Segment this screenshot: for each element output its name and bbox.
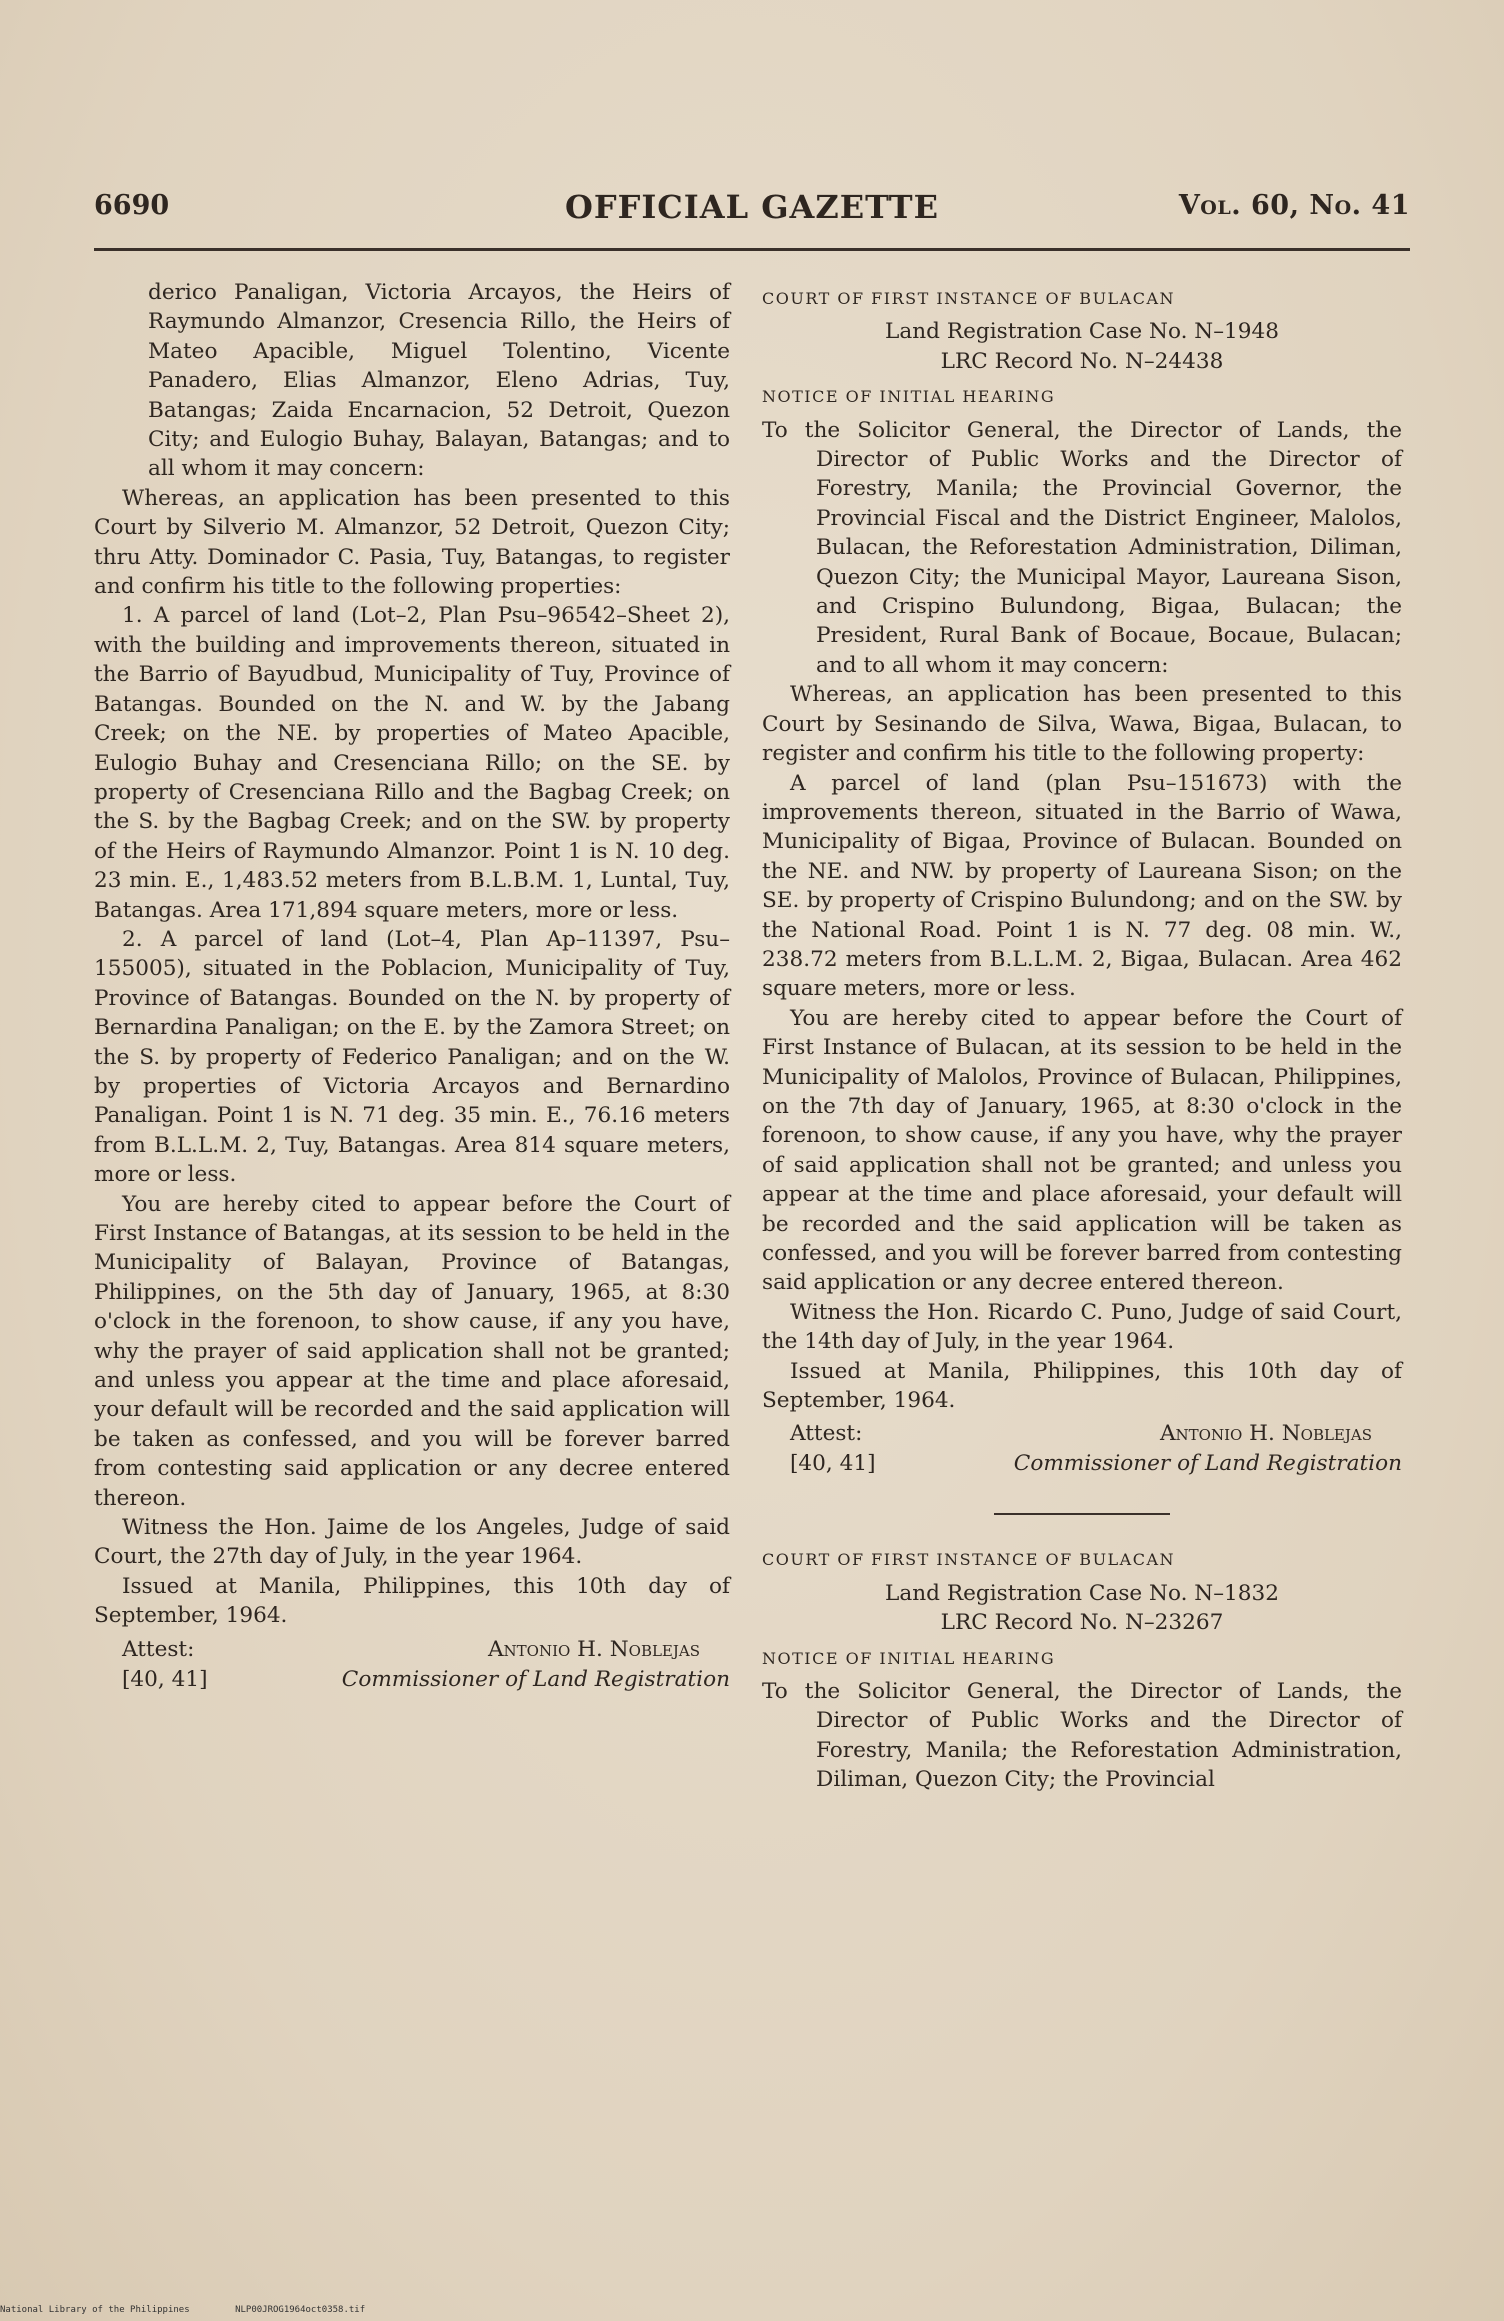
signatory-name: Antonio H. Noblejas — [487, 1636, 700, 1662]
court-heading: COURT OF FIRST INSTANCE OF BULACAN — [762, 1550, 1176, 1570]
notice-heading: NOTICE OF INITIAL HEARING — [762, 387, 1056, 407]
paragraph-parcel: A parcel of land (plan Psu–151673) with the improvements thereon, situated in the Barrio of Wawa, Municipality of Bigaa, Province of Bulacan. Bounded on the NE. and NW. by property of Laureana Sison; on the SE. by property of Crispino Bulundong; and on the SW. by the National Road. Point 1 is N. 77 deg. 08 min. W., 238.72 meters from B.L.L.M. 2, Bigaa, Bulacan. Area 462 square meters, more or less. — [762, 770, 1402, 1002]
issue-reference: [40, 41] — [122, 1666, 208, 1692]
notice-addressees: To the Solicitor General, the Director of Lands, the Director of Public Works and the Director of Forestry, Manila; the Provincial Governor, the Provincial Fiscal and the District Engineer, Malolos, Bulacan, the Reforestation Administration, Diliman, Quezon City; the Municipal Mayor, Laureana Sison, and Crispino Bulundong, Bigaa, Bulacan; the President, Rural Bank of Bocaue, Bocaue, Bulacan; and to all whom it may concern: — [762, 417, 1402, 678]
issue-reference: [40, 41] — [790, 1451, 876, 1477]
paragraph-citation: You are hereby cited to appear before the Court of First Instance of Batangas, at its session to be held in the Municipality of Balayan, Province of Batangas, Philippines, on the 5th day of January, 1965, at 8:30 o'clock in the forenoon, to show cause, if any you have, why the prayer of said application shall not be granted; and unless you appear at the time and place aforesaid, your default will be recorded and the said application will be taken as confessed, and you will be forever barred from contesting said application or any decree entered thereon. — [94, 1191, 730, 1511]
notice-addressees: To the Solicitor General, the Director of Lands, the Director of Public Works and the Director of Forestry, Manila; the Reforestation Administration, Diliman, Quezon City; the Provincial — [762, 1679, 1402, 1793]
library-credit: National Library of the Philippines — [0, 2305, 190, 2315]
left-column — [94, 278, 730, 1695]
paragraph-citation: You are hereby cited to appear before the Court of First Instance of Bulacan, at its session to be held in the Municipality of Malolos, Province of Bulacan, Philippines, on the 7th day of January, 1965, at 8:30 o'clock in the forenoon, to show cause, if any you have, why the prayer of said application shall not be granted; and unless you appear at the time and place aforesaid, your default will be recorded and the said application will be taken as confessed, and you will be forever barred from contesting said application or any decree entered thereon. — [762, 1005, 1402, 1296]
header-rule — [94, 248, 1410, 251]
paragraph-issued: Issued at Manila, Philippines, this 10th day of September, 1964. — [94, 1573, 730, 1629]
paragraph-issued: Issued at Manila, Philippines, this 10th day of September, 1964. — [762, 1358, 1402, 1414]
notice-heading: NOTICE OF INITIAL HEARING — [762, 1648, 1056, 1668]
signatory-name: Antonio H. Noblejas — [1159, 1421, 1372, 1447]
volume-number: Vol. 60, No. 41 — [1178, 190, 1410, 221]
publication-title: OFFICIAL GAZETTE — [565, 188, 939, 226]
paragraph-parcel-1: 1. A parcel of land (Lot–2, Plan Psu–96542–Sheet 2), with the building and improvements thereon, situated in the Barrio of Bayudbud, Municipality of Tuy, Province of Batangas. Bounded on the N. and W. by the Jabang Creek; on the NE. by properties of Mateo Apacible, Eulogio Buhay and Cresenciana Rillo; on the SE. by property of Cresenciana Rillo and the Bagbag Creek; on the S. by the Bagbag Creek; and on the SW. by property of the Heirs of Raymundo Almanzor. Point 1 is N. 10 deg. 23 min. E., 1,483.52 meters from B.L.B.M. 1, Luntal, Tuy, Batangas. Area 171,894 square meters, more or less. — [94, 603, 730, 923]
signature-block — [94, 1635, 730, 1695]
signatory-title: Commissioner of Land Registration — [341, 1666, 730, 1692]
paragraph-whereas: Whereas, an application has been presented to this Court by Sesinando de Silva, Wawa, Bigaa, Bulacan, to register and confirm his title to the following property: — [762, 682, 1402, 767]
signatory-title: Commissioner of Land Registration — [1013, 1451, 1402, 1477]
paragraph-witness: Witness the Hon. Ricardo C. Puno, Judge of said Court, the 14th day of July, in the year 1964. — [762, 1299, 1402, 1355]
record-number: LRC Record No. N–24438 — [940, 348, 1224, 374]
page-number: 6690 — [94, 190, 170, 221]
section-divider — [994, 1513, 1170, 1515]
scan-footer — [0, 2305, 405, 2315]
signature-block — [762, 1419, 1402, 1479]
paragraph-witness: Witness the Hon. Jaime de los Angeles, Judge of said Court, the 27th day of July, in the year 1964. — [94, 1515, 730, 1570]
attest-label: Attest: — [790, 1421, 863, 1447]
paragraph-parcel-2: 2. A parcel of land (Lot–4, Plan Ap–11397, Psu–155005), situated in the Poblacion, Municipality of Tuy, Province of Batangas. Bounded on the N. by property of Bernardina Panaligan; on the E. by the Zamora Street; on the S. by property of Federico Panaligan; and on the W. by properties of Victoria Arcayos and Bernardino Panaligan. Point 1 is N. 71 deg. 35 min. E., 76.16 meters from B.L.L.M. 2, Tuy, Batangas. Area 814 square meters, more or less. — [94, 926, 730, 1188]
court-heading: COURT OF FIRST INSTANCE OF BULACAN — [762, 289, 1176, 308]
paragraph-whereas: Whereas, an application has been presented to this Court by Silverio M. Almanzor, 52 Detroit, Quezon City; thru Atty. Dominador C. Pasia, Tuy, Batangas, to register and confirm his title to the following properties: — [94, 485, 730, 600]
scan-filename: NLP00JROG1964oct0358.tif — [235, 2305, 366, 2315]
right-column — [762, 278, 1402, 1795]
attest-label: Attest: — [122, 1636, 195, 1662]
notice-addressees-continued: derico Panaligan, Victoria Arcayos, the Heirs of Raymundo Almanzor, Cresencia Rillo, the Heirs of Mateo Apacible, Miguel Tolentino, Vicente Panadero, Elias Almanzor, Eleno Adrias, Tuy, Batangas; Zaida Encarnacion, 52 Detroit, Quezon City; and Eulogio Buhay, Balayan, Batangas; and to all whom it may concern: — [148, 280, 730, 482]
page-header — [94, 190, 1410, 240]
case-number: Land Registration Case No. N–1832 — [885, 1580, 1279, 1606]
record-number: LRC Record No. N–23267 — [940, 1610, 1224, 1636]
case-number: Land Registration Case No. N–1948 — [885, 319, 1279, 345]
